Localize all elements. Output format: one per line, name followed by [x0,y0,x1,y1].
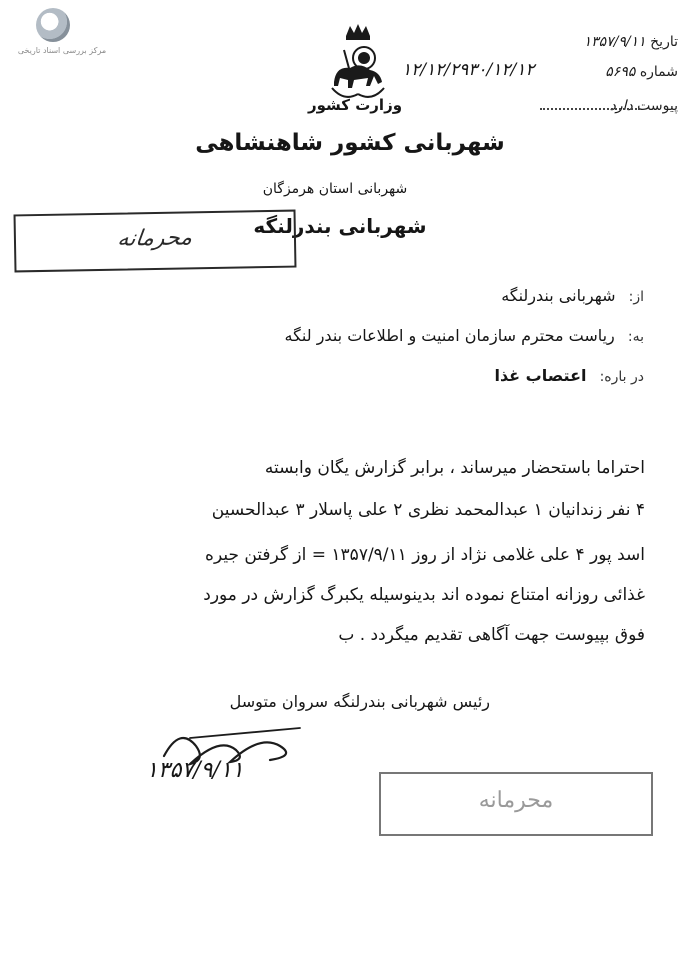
from-value: شهربانی بندرلنگه [501,286,616,305]
confidential-stamp-bottom [379,772,653,836]
number-field [605,64,678,80]
ministry-name: وزارت کشور [307,96,403,114]
date-field [584,34,678,50]
body-line: احتراما باستحضار میرساند ، برابر گزارش یگان وابسته [264,458,645,478]
archive-watermark [6,8,118,60]
attachment-value: دارد [609,98,633,114]
subject-value: اعتصاب غذا [494,366,587,385]
number-label: شماره [639,64,678,80]
body-line: اسد پور ۴ علی غلامی نژاد از روز ۱۳۵۷/۹/۱۱ = از گرفتن جیره [205,545,645,565]
attachment-dotted-line [540,108,640,110]
confidential-stamp-top [14,210,297,273]
to-line [285,326,645,345]
from-line [501,286,644,305]
body-line: ۴ نفر زندانیان ۱ عبدالمحمد نظری ۲ علی پاسلار ۳ عبدالحسین [211,500,645,520]
subject-line [494,366,644,385]
watermark-text: مرکز بررسی اسناد تاریخی [17,46,107,55]
to-value: ریاست محترم سازمان امنیت و اطلاعات بندر لنگه [284,326,615,345]
attachment-field [610,98,678,114]
date-value: ۱۳۵۷/۹/۱۱ [583,34,646,50]
body-line: غذائی روزانه امتناع نموده اند بدینوسیله یکبرگ گزارش در مورد [203,585,645,605]
stamp-bottom-text: محرمانه [478,788,554,813]
from-label: از: [628,289,644,305]
handwritten-reference-number: ۱۲/۱۲/۲۹۳۰/۱۲/۱۲ [402,60,535,80]
stamp-top-text: محرمانه [116,225,194,252]
subject-label: در باره: [599,369,644,385]
body-line: فوق بپیوست جهت آگاهی تقدیم میگردد . ب [338,625,645,645]
date-label: تاریخ [650,34,678,50]
lion-and-sun-emblem-icon [324,22,392,102]
signatory-title: رئیس شهربانی بندرلنگه سروان متوسل [229,692,490,711]
province-office: شهربانی استان هرمزگان [262,181,408,197]
to-label: به: [627,329,644,345]
attachment-label: پیوست [637,98,678,114]
organization-name: شهربانی کشور شاهنشاهی [195,130,505,156]
local-office: شهربانی بندرلنگه [253,214,427,238]
signature-date: ۱۳۵۷/۹/۱۱ [146,758,244,783]
number-value: ۵۶۹۵ [605,64,636,80]
archive-center-logo-icon [36,8,70,42]
